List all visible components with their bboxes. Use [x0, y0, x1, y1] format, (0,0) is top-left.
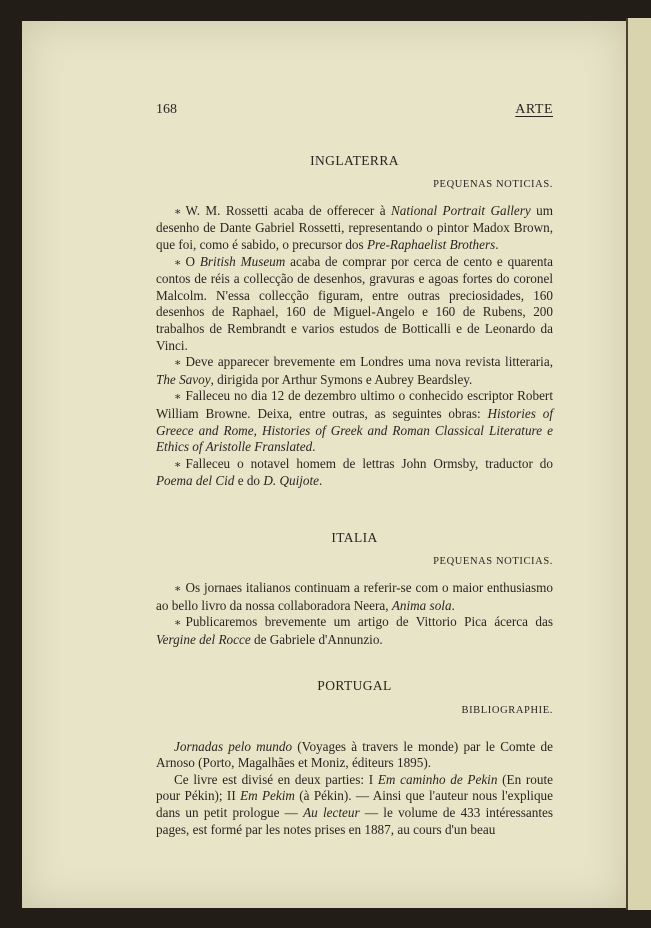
text-run: (En route pour Pékin); II: [156, 771, 553, 804]
text-run: Falleceu no dia 12 de dezembro ultimo o conhecido escriptor Robert William Browne. Deixa, entre outras, as seguintes obras:: [156, 388, 553, 421]
text-run: Ce livre est divisé en deux parties: I: [174, 771, 378, 787]
italic-title: Anima sola: [391, 597, 452, 613]
italic-title: D. Quijote: [263, 473, 320, 489]
news-paragraph: [156, 354, 553, 388]
text-run: acaba de comprar por cerca de cento e quarenta contos de réis a collecção de desenhos, gravuras e agoas fortes do coronel Malcolm. N'essa collecção figuram, entre outras preciosidades, 160 desenhos de Raphael, 160 de Miguel-Angelo e 160 de Rubens, 200 trabalhos de Rembrandt e varios estudos de Botticalli e de Leonardo da Vinci.: [156, 253, 553, 353]
italic-title: National Portrait Gallery: [390, 202, 531, 218]
page-text: [156, 102, 553, 838]
asterisk-marker: ∗: [174, 583, 182, 596]
text-run: (à Pékin). — Ainsi que l'auteur nous l'explique dans un petit prologue —: [156, 788, 554, 820]
text-run: .: [495, 236, 499, 252]
asterisk-marker: ∗: [174, 391, 182, 404]
asterisk-marker: ∗: [174, 458, 182, 471]
text-run: , dirigida por Arthur Symons e Aubrey Beardsley.: [210, 371, 473, 387]
section-italia: [156, 530, 553, 649]
text-run: Deve apparecer brevemente em Londres uma nova revista litteraria,: [185, 354, 553, 370]
asterisk-marker: ∗: [174, 205, 182, 218]
text-run: W. M. Rossetti acaba de offerecer à: [185, 202, 391, 218]
subheading: PEQUENAS NOTICIAS.: [433, 556, 553, 568]
news-paragraph: [156, 203, 553, 254]
italic-title: Em caminho de Pekin: [377, 771, 498, 787]
news-paragraph: [156, 580, 553, 614]
country-heading: INGLATERRA: [310, 152, 399, 168]
news-paragraph: [156, 739, 553, 772]
section-title: ARTE: [515, 102, 553, 117]
country-heading: ITALIA: [331, 529, 378, 545]
italic-title: The Savoy: [156, 371, 211, 387]
news-paragraph: [156, 254, 553, 355]
asterisk-marker: ∗: [174, 357, 182, 370]
text-run: Publicaremos brevemente um artigo de Vittorio Pica ácerca das: [185, 614, 553, 630]
text-run: Os jornaes italianos continuam a referir-se com o maior enthusiasmo ao bello livro da nossa collaboradora Neera,: [156, 580, 553, 613]
news-paragraph: [156, 388, 553, 455]
section-portugal: [156, 678, 553, 838]
text-run: O: [185, 253, 200, 269]
text-run: de Gabriele d'Annunzio.: [250, 631, 383, 647]
italic-title: Histories of Greece and Rome, Histories of Greek and Roman Classical Literature e Ethics of Aristolle Franslated: [156, 405, 553, 455]
paragraphs: [156, 203, 553, 490]
subheading: BIBLIOGRAPHIE.: [461, 705, 553, 717]
italic-title: Jornadas pelo mundo: [174, 738, 293, 754]
text-run: Falleceu o notavel homem de lettras John Ormsby, traductor do: [185, 455, 553, 471]
italic-title: Em Pekim: [240, 788, 295, 804]
italic-title: Au lecteur: [303, 805, 360, 820]
italic-title: British Museum: [199, 253, 286, 269]
text-run: — le volume de 433 intéressantes pages, est formé par les notes prises en 1887, au cours d'un beau: [156, 805, 553, 837]
page-number: 168: [156, 102, 177, 117]
running-head: [156, 102, 553, 119]
text-run: e do: [234, 473, 264, 489]
next-page-edge: [626, 18, 651, 910]
text-run: um desenho de Dante Gabriel Rossetti, representando o pintor Madox Brown, que foi, como é sabido, o precursor dos: [156, 202, 553, 252]
paragraphs: [156, 739, 553, 839]
asterisk-marker: ∗: [174, 617, 182, 630]
italic-title: Pre-Raphaelist Brothers: [366, 236, 496, 252]
italic-title: Poema del Cid: [156, 473, 235, 489]
text-run: (Voyages à travers le monde) par le Comte de Arnoso (Porto, Magalhães et Moniz, éditeurs 1895).: [156, 738, 553, 771]
text-run: .: [312, 439, 316, 455]
subheading: PEQUENAS NOTICIAS.: [433, 179, 553, 191]
paragraphs: [156, 580, 553, 648]
asterisk-marker: ∗: [174, 256, 182, 269]
country-heading: PORTUGAL: [317, 678, 392, 694]
italic-title: Vergine del Rocce: [156, 631, 251, 647]
section-inglaterra: [156, 153, 553, 490]
news-paragraph: [156, 614, 553, 648]
news-paragraph: [156, 456, 553, 490]
news-paragraph: [156, 772, 553, 838]
text-run: .: [319, 473, 323, 489]
text-run: .: [451, 597, 455, 613]
